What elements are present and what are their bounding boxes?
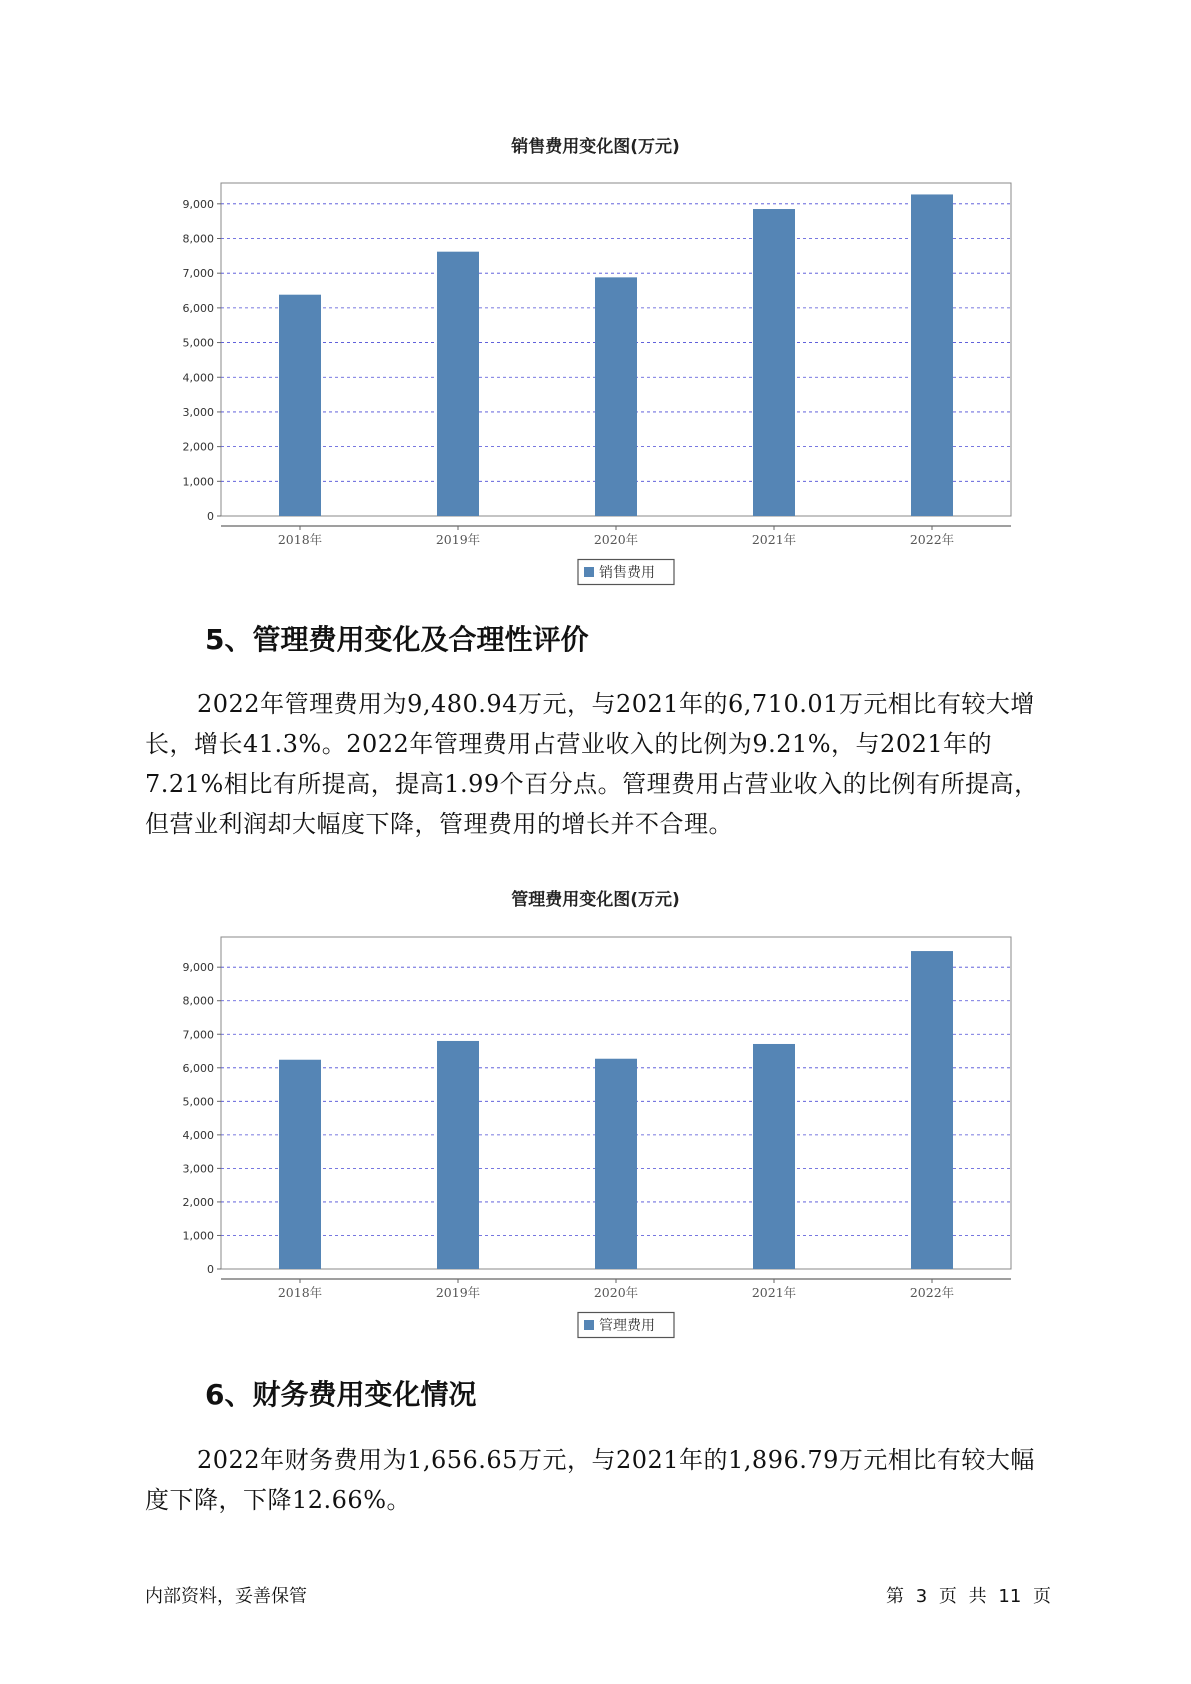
y-tick-label: 3,000 xyxy=(182,405,214,419)
y-tick-label: 0 xyxy=(207,510,214,523)
y-tick-label: 7,000 xyxy=(182,267,214,281)
bar xyxy=(595,1059,637,1269)
x-tick-label: 2021年 xyxy=(751,532,797,547)
x-tick-label: 2020年 xyxy=(593,1285,639,1300)
y-tick-label: 1,000 xyxy=(182,475,214,489)
x-tick-label: 2018年 xyxy=(277,532,323,547)
y-tick-label: 6,000 xyxy=(182,1061,214,1075)
bar xyxy=(753,1044,795,1269)
y-tick-label: 2,000 xyxy=(182,440,214,454)
x-tick-label: 2022年 xyxy=(909,1285,955,1300)
y-tick-label: 8,000 xyxy=(182,994,214,1008)
x-tick-label: 2022年 xyxy=(909,532,955,547)
x-tick-label: 2021年 xyxy=(751,1285,797,1300)
legend-label: 管理费用 xyxy=(599,1318,655,1334)
chart-title-admin: 管理费用变化图(万元) xyxy=(511,890,680,910)
footer-page-number: 第 3 页 共 11 页 xyxy=(886,1586,1051,1607)
y-tick-label: 5,000 xyxy=(182,1095,214,1109)
section-paragraph-6: 2022年财务费用为1,656.65万元，与2021年的1,896.79万元相比有较大幅度下降，下降12.66%。 xyxy=(145,1446,1035,1514)
x-tick-label: 2020年 xyxy=(593,532,639,547)
y-tick-label: 9,000 xyxy=(182,197,214,211)
x-tick-label: 2019年 xyxy=(435,532,481,547)
legend-label: 销售费用 xyxy=(599,565,655,581)
y-tick-label: 1,000 xyxy=(182,1229,214,1243)
section-heading-6: 6、财务费用变化情况 xyxy=(205,1378,477,1411)
y-tick-label: 7,000 xyxy=(182,1028,214,1042)
y-tick-label: 8,000 xyxy=(182,232,214,246)
section-paragraph-5: 2022年管理费用为9,480.94万元，与2021年的6,710.01万元相比有较大增长，增长41.3%。2022年管理费用占营业收入的比例为9.21%，与2021年的7.21%相比有所提高，提高1.99个百分点。管理费用占营业收入的比例有所提高，但营业利润却大幅度下降，管理费用的增长并不合理。 xyxy=(145,690,1039,838)
y-tick-label: 9,000 xyxy=(182,961,214,975)
bar xyxy=(911,951,953,1269)
y-tick-label: 3,000 xyxy=(182,1162,214,1176)
bar xyxy=(437,1041,479,1269)
section-heading-5: 5、管理费用变化及合理性评价 xyxy=(205,623,589,656)
x-tick-label: 2019年 xyxy=(435,1285,481,1300)
y-tick-label: 4,000 xyxy=(182,1128,214,1142)
chart-title-sales: 销售费用变化图(万元) xyxy=(511,137,680,157)
x-tick-label: 2018年 xyxy=(277,1285,323,1300)
y-tick-label: 2,000 xyxy=(182,1195,214,1209)
footer-confidential: 内部资料，妥善保管 xyxy=(145,1586,307,1607)
bar xyxy=(279,1060,321,1269)
y-tick-label: 4,000 xyxy=(182,371,214,385)
legend-swatch xyxy=(584,1320,594,1330)
y-tick-label: 5,000 xyxy=(182,336,214,350)
y-tick-label: 6,000 xyxy=(182,301,214,315)
y-tick-label: 0 xyxy=(207,1263,214,1276)
